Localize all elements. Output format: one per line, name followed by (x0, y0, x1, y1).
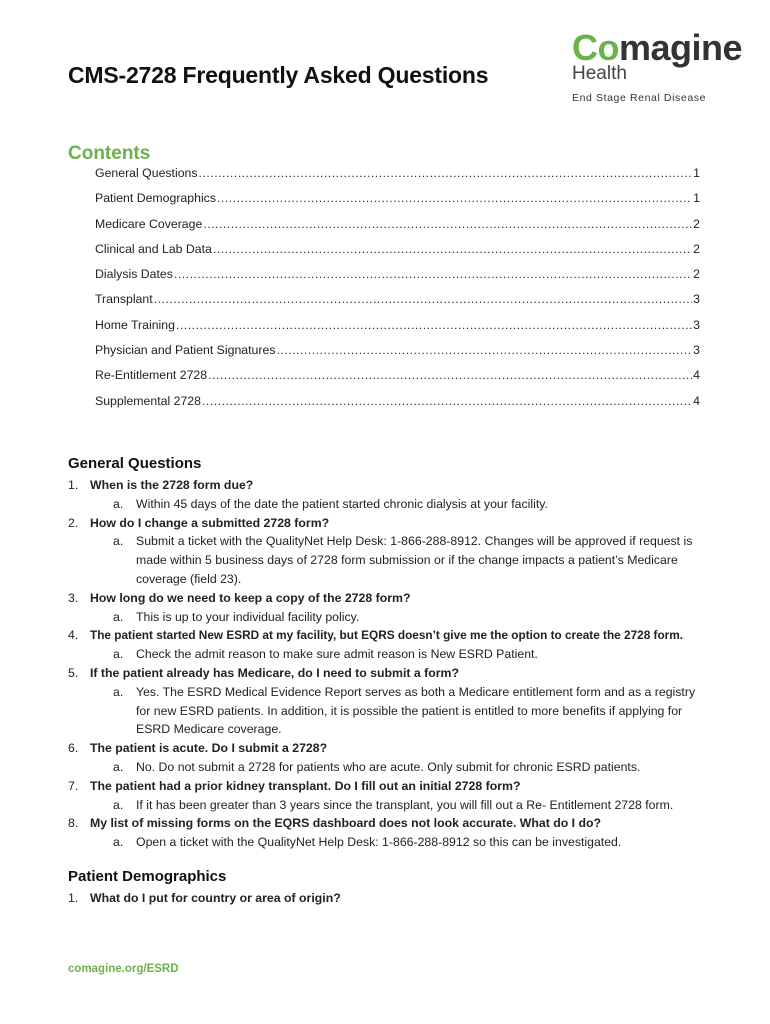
toc-item-page: 3 (693, 343, 700, 358)
answer (68, 495, 708, 514)
answer-text: This is up to your individual facility policy. (136, 609, 360, 624)
question-text: My list of missing forms on the EQRS dashboard does not look accurate. What do I do? (90, 816, 602, 831)
answer (68, 833, 708, 852)
contents-heading: Contents (68, 143, 151, 164)
general-questions-heading: General Questions (68, 455, 202, 472)
question-text: The patient started New ESRD at my facility, but EQRS doesn’t give me the option to create the 2728 form. (90, 628, 684, 643)
question-number: 4. (68, 628, 79, 643)
question (68, 589, 708, 608)
question (68, 664, 708, 683)
toc-leader (154, 292, 693, 306)
toc-item-page: 2 (693, 216, 700, 231)
answer (68, 645, 708, 664)
question-text: How do I change a submitted 2728 form? (90, 515, 330, 530)
logo-health: Health (572, 63, 627, 84)
question (68, 814, 708, 833)
question-number: 7. (68, 778, 79, 793)
logo-name-rest: magine (619, 27, 743, 68)
answer (68, 532, 708, 588)
toc-item-label: Re-Entitlement 2728 (95, 368, 208, 383)
toc-leader (202, 394, 692, 408)
answer-letter: a. (113, 609, 124, 624)
answer-letter: a. (113, 647, 124, 662)
toc-item[interactable] (95, 166, 700, 191)
logo-name-prefix: Co (572, 27, 619, 68)
answer-text: Submit a ticket with the QualityNet Help Desk: 1-866-288-8912. Changes will be approved if request is made within 5 business days of 2728 form submission or if the change impacts a patient’s Medicare coverage (field 23). (136, 534, 693, 586)
answer (68, 608, 708, 627)
comagine-logo (572, 27, 743, 110)
toc-item-label: Home Training (95, 317, 175, 332)
question (68, 777, 708, 796)
toc-item[interactable] (95, 394, 700, 419)
answer (68, 758, 708, 777)
page-title: CMS-2728 Frequently Asked Questions (68, 62, 489, 88)
question-number: 5. (68, 665, 79, 680)
question (68, 476, 708, 495)
footer-link[interactable]: comagine.org/ESRD (68, 963, 179, 975)
table-of-contents (95, 166, 700, 419)
toc-item[interactable] (95, 368, 700, 393)
toc-leader (208, 368, 692, 382)
answer-text: If it has been greater than 3 years since the transplant, you will fill out a Re- Entitlement 2728 form. (136, 797, 674, 812)
toc-item-page: 3 (693, 317, 700, 332)
answer-letter: a. (113, 835, 124, 850)
toc-item[interactable] (95, 217, 700, 242)
question (68, 739, 708, 758)
answer (68, 683, 708, 739)
question-number: 8. (68, 816, 79, 831)
toc-item-label: Physician and Patient Signatures (95, 343, 276, 358)
question-number: 1. (68, 891, 79, 905)
general-questions-list (68, 476, 708, 852)
answer-text: Open a ticket with the QualityNet Help Desk: 1-866-288-8912 so this can be investigated. (136, 835, 622, 850)
toc-leader (217, 191, 692, 205)
toc-item-page: 2 (693, 241, 700, 256)
patient-demographics-list (68, 889, 708, 908)
logo-subtitle: End Stage Renal Disease (572, 92, 707, 104)
toc-item[interactable] (95, 267, 700, 292)
toc-leader (174, 267, 692, 281)
answer-letter: a. (113, 684, 124, 699)
toc-leader (213, 242, 692, 256)
toc-item-label: Clinical and Lab Data (95, 241, 212, 256)
question-number: 6. (68, 741, 79, 756)
toc-leader (203, 217, 692, 231)
question-text: The patient is acute. Do I submit a 2728? (90, 741, 328, 756)
question-number: 3. (68, 590, 79, 605)
question-text: When is the 2728 form due? (90, 478, 254, 492)
question (68, 889, 708, 908)
question-text: If the patient already has Medicare, do I need to submit a form? (90, 665, 459, 680)
toc-item-label: Transplant (95, 292, 153, 307)
answer-text: No. Do not submit a 2728 for patients who are acute. Only submit for chronic ESRD patients. (136, 759, 641, 774)
toc-item-label: General Questions (95, 166, 198, 180)
question-text: The patient had a prior kidney transplant. Do I fill out an initial 2728 form? (90, 778, 521, 793)
question-number: 2. (68, 515, 79, 530)
toc-leader (276, 343, 692, 357)
question (68, 626, 708, 645)
answer-text: Within 45 days of the date the patient started chronic dialysis at your facility. (136, 496, 548, 511)
question-text: How long do we need to keep a copy of the 2728 form? (90, 590, 411, 605)
toc-item-label: Dialysis Dates (95, 267, 173, 282)
toc-item-page: 1 (693, 191, 700, 206)
toc-leader (176, 318, 692, 332)
toc-item[interactable] (95, 343, 700, 368)
answer-letter: a. (113, 496, 124, 511)
toc-item-page: 2 (693, 267, 700, 282)
logo-name (572, 27, 743, 68)
toc-item-label: Patient Demographics (95, 191, 216, 206)
toc-item-page: 4 (693, 368, 700, 383)
toc-item[interactable] (95, 318, 700, 343)
toc-item-page: 3 (693, 292, 700, 307)
patient-demographics-heading: Patient Demographics (68, 868, 227, 885)
question (68, 514, 708, 533)
answer-text: Yes. The ESRD Medical Evidence Report serves as both a Medicare entitlement form and as a registry for new ESRD patients. In addition, it is possible the patient is entitled to more benefits if applying for ESRD Medicare coverage. (136, 684, 696, 737)
answer-letter: a. (113, 759, 124, 774)
answer-letter: a. (113, 797, 124, 812)
toc-item[interactable] (95, 191, 700, 216)
toc-item[interactable] (95, 292, 700, 317)
answer-text: Check the admit reason to make sure admit reason is New ESRD Patient. (136, 647, 538, 662)
toc-item-page: 4 (693, 393, 700, 408)
answer (68, 796, 708, 815)
toc-leader (199, 166, 693, 180)
toc-item-label: Medicare Coverage (95, 216, 203, 231)
answer-letter: a. (113, 534, 124, 549)
toc-item[interactable] (95, 242, 700, 267)
toc-item-page: 1 (693, 166, 700, 180)
question-number: 1. (68, 478, 79, 492)
toc-item-label: Supplemental 2728 (95, 393, 201, 408)
question-text: What do I put for country or area of origin? (90, 891, 341, 905)
